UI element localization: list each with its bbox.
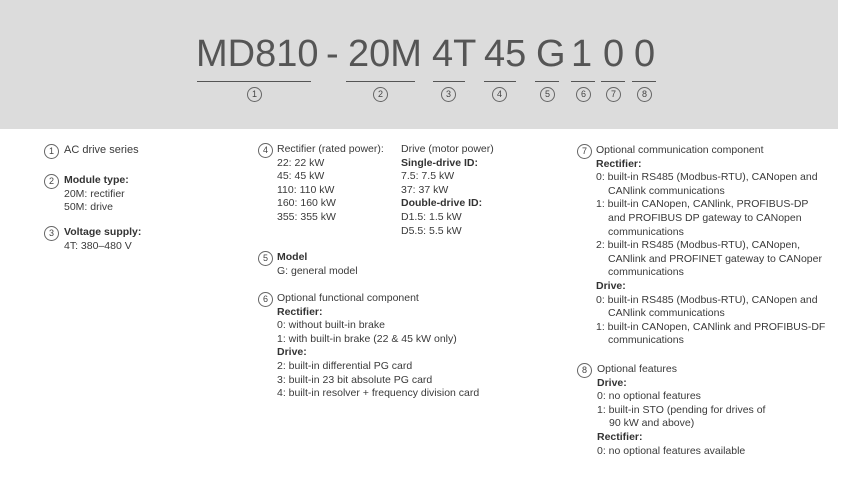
section-title: AC drive series	[64, 144, 139, 156]
list-item: D5.5: 5.5 kW	[401, 224, 462, 237]
section-title: Optional functional component	[277, 292, 419, 304]
list-item: CANlink communications	[608, 307, 725, 320]
code-voltage: 4T	[432, 33, 477, 75]
section-marker-7: 7	[577, 144, 592, 159]
list-item: 4T: 380–480 V	[64, 239, 132, 252]
section-marker-8: 8	[577, 363, 592, 378]
underline-power	[484, 81, 516, 82]
section-title: Rectifier (rated power):	[277, 143, 384, 155]
list-item: 90 kW and above)	[609, 417, 695, 430]
list-item: 0: no optional features available	[597, 444, 746, 457]
list-item: 7.5: 7.5 kW	[401, 170, 455, 183]
list-item: 110: 110 kW	[277, 183, 335, 196]
section-marker-6: 6	[258, 292, 273, 307]
list-item: 3: built-in 23 bit absolute PG card	[277, 373, 433, 386]
list-item: 2: built-in differential PG card	[277, 359, 413, 372]
underline-model	[535, 81, 559, 82]
list-item: 160: 160 kW	[277, 197, 336, 210]
list-item: 45: 45 kW	[277, 170, 325, 183]
list-item: 0: built-in RS485 (Modbus-RTU), CANopen and	[596, 171, 818, 184]
drive-label: Drive:	[277, 346, 307, 359]
rectifier-label: Rectifier:	[277, 305, 323, 318]
underline-func	[571, 81, 595, 82]
list-item: 20M: rectifier	[64, 187, 125, 200]
marker-1: 1	[247, 87, 262, 102]
list-item: 4: built-in resolver + frequency division card	[277, 387, 480, 400]
list-item: 0: built-in RS485 (Modbus-RTU), CANopen and	[596, 293, 818, 306]
code-module: 20M	[348, 33, 422, 75]
single-drive-label: Single-drive ID:	[401, 156, 479, 169]
section-title: Model	[277, 251, 308, 263]
code-model: G	[536, 33, 566, 75]
marker-8: 8	[637, 87, 652, 102]
drive-label: Drive:	[596, 279, 626, 292]
list-item: 0: no optional features	[597, 390, 701, 403]
underline-feat	[632, 81, 656, 82]
section-marker-4: 4	[258, 143, 273, 158]
code-feat: 0	[634, 33, 656, 75]
list-item: G: general model	[277, 264, 358, 277]
section-title: Module type:	[64, 174, 129, 186]
section-marker-3: 3	[44, 226, 59, 241]
marker-3: 3	[441, 87, 456, 102]
section-title: Optional features	[597, 363, 677, 375]
section-marker-1: 1	[44, 144, 59, 159]
list-item: 50M: drive	[64, 201, 114, 214]
code-comm: 0	[603, 33, 625, 75]
list-item: 2: built-in RS485 (Modbus-RTU), CANopen,	[596, 239, 801, 252]
list-item: 1: built-in CANopen, CANlink and PROFIBUS-DF	[596, 320, 826, 333]
code-power: 45	[484, 33, 527, 75]
underline-comm	[601, 81, 625, 82]
rectifier-label: Rectifier:	[596, 157, 642, 170]
list-item: and PROFIBUS DP gateway to CANopen	[608, 211, 802, 224]
list-item: 22: 22 kW	[277, 156, 325, 169]
double-drive-label: Double-drive ID:	[401, 197, 483, 210]
section-marker-2: 2	[44, 174, 59, 189]
list-item: 1: with built-in brake (22 & 45 kW only)	[277, 332, 457, 345]
marker-6: 6	[576, 87, 591, 102]
list-item: communications	[608, 266, 684, 279]
marker-5: 5	[540, 87, 555, 102]
list-item: 355: 355 kW	[277, 210, 336, 223]
list-item: CANlink and PROFINET gateway to CANoper	[608, 252, 822, 265]
list-item: CANlink communications	[608, 184, 725, 197]
code-func: 1	[571, 33, 593, 75]
list-item: 37: 37 kW	[401, 183, 449, 196]
underline-module	[346, 81, 415, 82]
list-item: communications	[608, 334, 684, 347]
section-marker-5: 5	[258, 251, 273, 266]
list-item: 1: built-in CANopen, CANlink, PROFIBUS-DP	[596, 198, 809, 211]
marker-4: 4	[492, 87, 507, 102]
list-item: 0: without built-in brake	[277, 319, 385, 332]
code-series: MD810	[196, 33, 319, 75]
section-title: Optional communication component	[596, 144, 764, 156]
drive-label: Drive:	[597, 376, 627, 389]
list-item: D1.5: 1.5 kW	[401, 210, 462, 223]
list-item: communications	[608, 225, 684, 238]
code-dash: -	[326, 33, 339, 75]
underline-series	[197, 81, 311, 82]
section-title: Voltage supply:	[64, 226, 142, 238]
marker-7: 7	[606, 87, 621, 102]
drive-power-title: Drive (motor power)	[401, 143, 494, 155]
rectifier-label: Rectifier:	[597, 430, 643, 443]
underline-voltage	[433, 81, 465, 82]
marker-2: 2	[373, 87, 388, 102]
list-item: 1: built-in STO (pending for drives of	[597, 403, 766, 416]
